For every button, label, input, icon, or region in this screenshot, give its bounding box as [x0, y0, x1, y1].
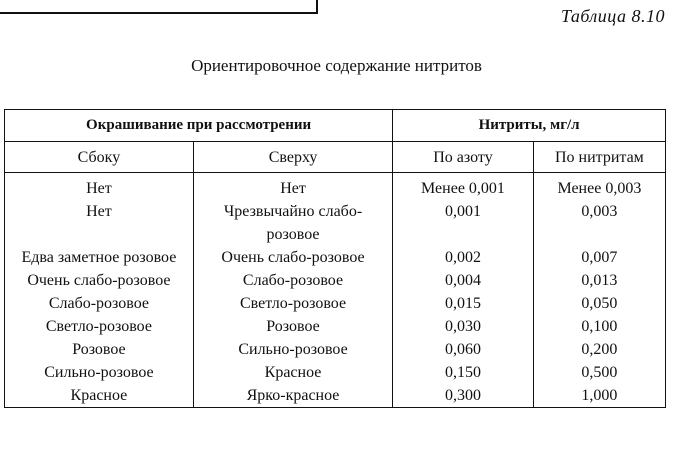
cell-side: Красное [5, 384, 194, 408]
cell-top: Очень слабо-розовое [193, 246, 392, 269]
cell-nitrogen: 0,150 [393, 361, 534, 384]
table-row [5, 338, 666, 361]
cell-nitrogen: 0,004 [393, 269, 534, 292]
cell-top: Красное [193, 361, 392, 384]
cell-side: Сильно-розовое [5, 361, 194, 384]
cell-side: Светло-розовое [5, 315, 194, 338]
header-coloration: Окрашивание при рассмотрении [5, 110, 393, 142]
cell-side: Очень слабо-розовое [5, 269, 194, 292]
nitrite-table [4, 109, 666, 408]
header-group-row [5, 110, 666, 142]
table-number: Таблица 8.10 [560, 6, 665, 26]
table-row [5, 292, 666, 315]
cell-top: Сильно-розовое [193, 338, 392, 361]
cell-side: Нет [5, 173, 194, 201]
header-by-nitrogen: По азоту [393, 142, 534, 173]
table-row [5, 173, 666, 201]
table-row [5, 200, 666, 246]
cell-top: Светло-розовое [193, 292, 392, 315]
cell-top: Ярко-красное [193, 384, 392, 408]
cell-nitrite: Менее 0,003 [533, 173, 665, 201]
table-row [5, 384, 666, 408]
cell-nitrite: 0,007 [533, 246, 665, 269]
cell-side: Едва заметное розовое [5, 246, 194, 269]
cell-nitrogen: 0,030 [393, 315, 534, 338]
cell-top: Чрезвычайно слабо-розовое [193, 200, 392, 246]
cell-nitrite: 0,200 [533, 338, 665, 361]
cell-nitrogen: 0,015 [393, 292, 534, 315]
table-row [5, 269, 666, 292]
cell-nitrogen: 0,300 [393, 384, 534, 408]
cell-side: Нет [5, 200, 194, 246]
cell-nitrite: 0,013 [533, 269, 665, 292]
cell-side: Слабо-розовое [5, 292, 194, 315]
header-sub-row [5, 142, 666, 173]
cell-nitrogen: 0,002 [393, 246, 534, 269]
cell-top: Слабо-розовое [193, 269, 392, 292]
top-page-rule [0, 0, 318, 14]
table-row [5, 315, 666, 338]
cell-nitrite: 0,500 [533, 361, 665, 384]
header-by-nitrite: По нитритам [533, 142, 665, 173]
table-row [5, 361, 666, 384]
cell-nitrogen: 0,001 [393, 200, 534, 246]
table-row [5, 246, 666, 269]
cell-side: Розовое [5, 338, 194, 361]
cell-nitrite: 0,100 [533, 315, 665, 338]
header-side: Сбоку [5, 142, 194, 173]
cell-nitrite: 1,000 [533, 384, 665, 408]
cell-nitrogen: 0,060 [393, 338, 534, 361]
cell-top: Нет [193, 173, 392, 201]
cell-top: Розовое [193, 315, 392, 338]
header-nitrites: Нитриты, мг/л [393, 110, 666, 142]
cell-nitrite: 0,050 [533, 292, 665, 315]
cell-nitrogen: Менее 0,001 [393, 173, 534, 201]
header-top: Сверху [193, 142, 392, 173]
cell-nitrite: 0,003 [533, 200, 665, 246]
table-caption: Ориентировочное содержание нитритов [191, 56, 482, 75]
